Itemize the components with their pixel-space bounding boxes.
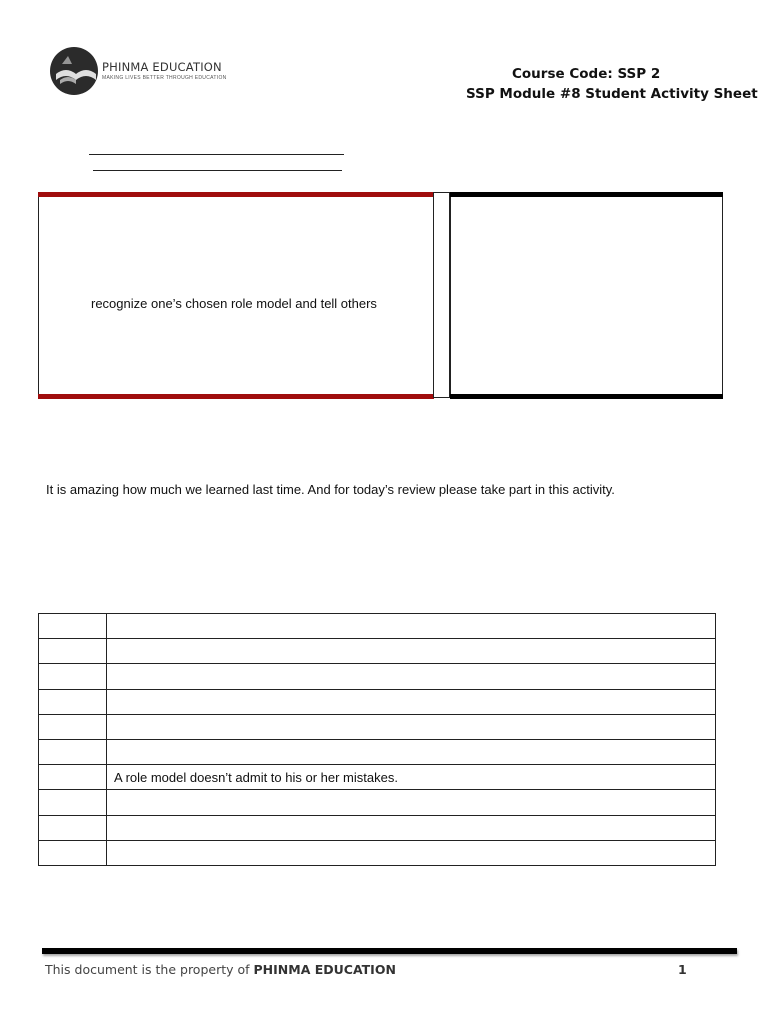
module-title: SSP Module #8 Student Activity Sheet xyxy=(466,86,758,102)
phinma-logo-mark xyxy=(48,44,108,98)
statement-cell xyxy=(107,739,716,764)
footer-prefix: This document is the property of xyxy=(45,962,254,977)
table-row xyxy=(39,664,716,689)
answer-cell[interactable] xyxy=(39,739,107,764)
table-row xyxy=(39,714,716,739)
table-row xyxy=(39,614,716,639)
statement-cell xyxy=(107,664,716,689)
intro-text: It is amazing how much we learned last time. And for today’s review please take part in this activity. xyxy=(46,482,615,497)
logo-name: PHINMA EDUCATION xyxy=(102,60,222,74)
answer-cell[interactable] xyxy=(39,840,107,865)
statement-cell xyxy=(107,639,716,664)
objective-top-bar xyxy=(38,192,434,197)
statement-cell xyxy=(107,614,716,639)
footer-rule xyxy=(42,948,737,954)
side-top-bar xyxy=(450,192,723,197)
statement-cell xyxy=(107,840,716,865)
table-row xyxy=(39,639,716,664)
footer-owner: PHINMA EDUCATION xyxy=(253,962,396,977)
answer-cell[interactable] xyxy=(39,614,107,639)
table-row xyxy=(39,790,716,815)
activity-table xyxy=(38,613,716,866)
statement-cell: A role model doesn’t admit to his or her mistakes. xyxy=(107,765,716,790)
course-code: Course Code: SSP 2 xyxy=(512,66,661,82)
statement-cell xyxy=(107,790,716,815)
statement-cell xyxy=(107,714,716,739)
table-row xyxy=(39,739,716,764)
answer-cell[interactable] xyxy=(39,664,107,689)
statement-cell xyxy=(107,689,716,714)
answer-cell[interactable] xyxy=(39,790,107,815)
footer-text xyxy=(45,962,396,977)
objective-bottom-bar xyxy=(38,394,434,399)
table-row xyxy=(39,689,716,714)
table-row xyxy=(39,765,716,790)
answer-cell[interactable] xyxy=(39,714,107,739)
answer-cell[interactable] xyxy=(39,765,107,790)
table-row xyxy=(39,815,716,840)
section-line xyxy=(93,170,342,171)
divider-strip xyxy=(433,192,450,398)
page-number: 1 xyxy=(678,962,687,977)
name-line xyxy=(89,154,344,155)
side-bottom-bar xyxy=(450,394,723,399)
table-row xyxy=(39,840,716,865)
objective-text: recognize one’s chosen role model and tell others xyxy=(91,296,377,311)
statement-cell xyxy=(107,815,716,840)
answer-cell[interactable] xyxy=(39,639,107,664)
side-box xyxy=(450,192,723,398)
answer-cell[interactable] xyxy=(39,689,107,714)
answer-cell[interactable] xyxy=(39,815,107,840)
objective-box xyxy=(38,192,434,398)
logo-tagline: MAKING LIVES BETTER THROUGH EDUCATION xyxy=(102,75,227,81)
